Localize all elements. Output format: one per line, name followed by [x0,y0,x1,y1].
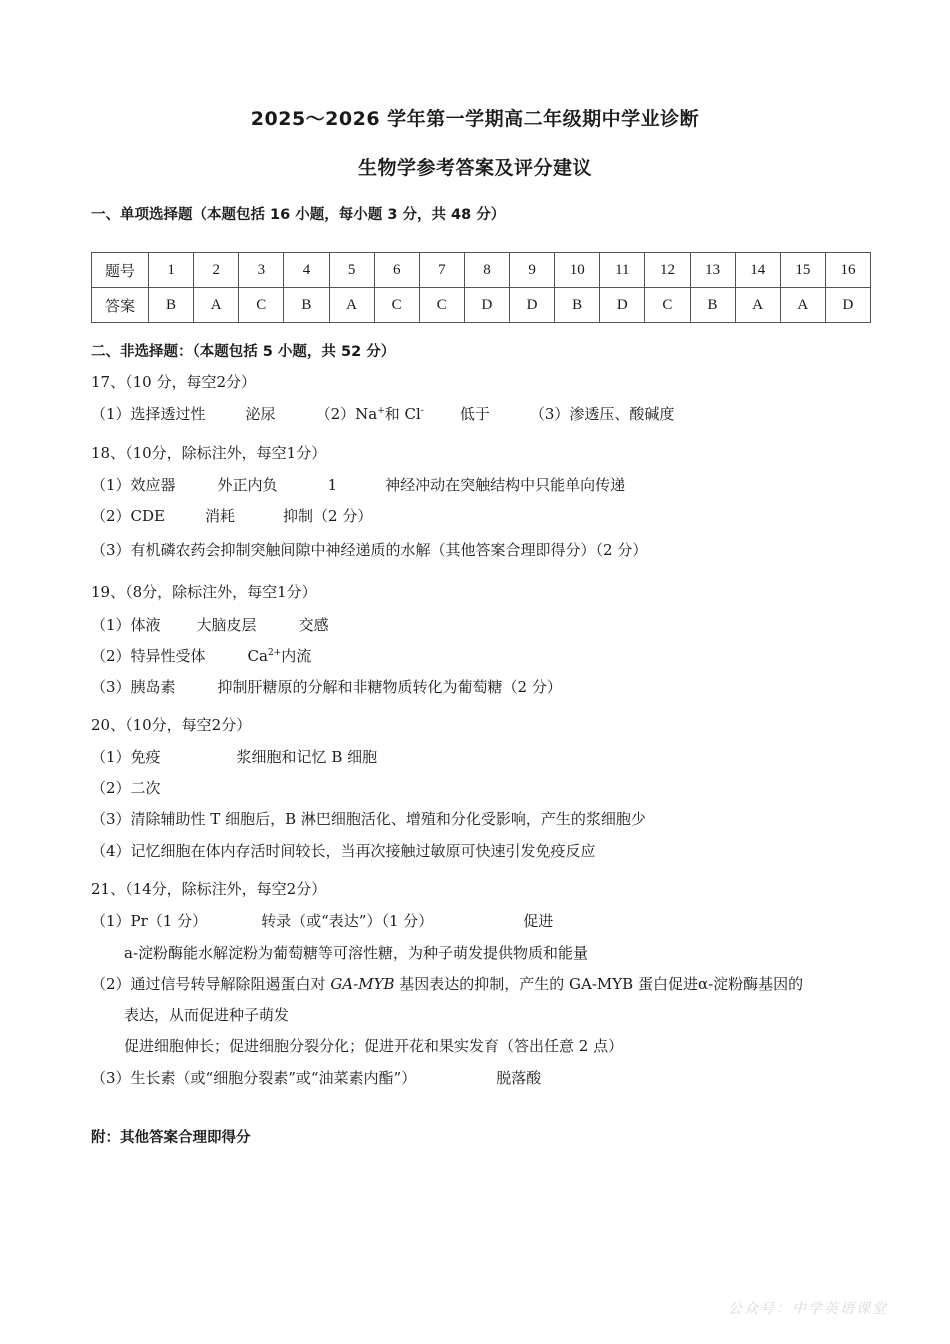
answer-text: （1）选择透过性 [91,405,206,423]
table-row-numbers [92,253,871,288]
table-cell-ans: A [735,288,780,323]
answer-text: 转录（或“表达”）（1 分） [261,912,434,930]
table-cell-ans: C [374,288,419,323]
answer-text: 交感 [298,616,329,634]
table-cell-ans: A [329,288,374,323]
table-cell-num: 16 [825,253,870,288]
answer-table [91,252,871,323]
table-cell-num: 7 [419,253,464,288]
table-header-num: 题号 [92,253,149,288]
answer-text: （1）效应器 [91,476,176,494]
table-cell-num: 1 [149,253,194,288]
table-cell-num: 9 [510,253,555,288]
table-cell-num: 15 [780,253,825,288]
superscript: + [377,406,385,416]
table-cell-ans: D [510,288,555,323]
table-header-ans: 答案 [92,288,149,323]
q18-line2 [91,505,372,526]
table-cell-ans: B [690,288,735,323]
superscript: 2+ [267,648,282,658]
answer-text: 抑制肝糖原的分解和非糖物质转化为葡萄糖（2 分） [217,678,562,696]
page-subtitle: 生物学参考答案及评分建议 [357,157,592,179]
answer-text: （2）CDE [91,507,165,525]
table-cell-num: 8 [464,253,509,288]
table-cell-num: 11 [600,253,645,288]
answer-text: 1 [327,476,338,494]
answer-text: 抑制（2 分） [283,507,373,525]
table-cell-num: 2 [194,253,239,288]
answer-text: 泌尿 [245,405,276,423]
page-title: 2025～2026 学年第一学期高二年级期中学业诊断 [250,108,700,130]
q21-line2: a-淀粉酶能水解淀粉为葡萄糖等可溶性糖，为种子萌发提供物质和能量 [124,944,589,962]
table-cell-ans: C [239,288,284,323]
q18-header: 18、（10分，除标注外，每空1分） [91,444,327,462]
answer-text: （3）生长素（或“细胞分裂素”或“油菜素内酯”） [91,1069,417,1087]
answer-text: 神经冲动在突触结构中只能单向传递 [385,476,626,494]
answer-text: 基因表达的抑制，产生的 GA-MYB 蛋白促进α-淀粉酶基因的 [394,975,804,993]
answer-text: 低于 [459,405,490,423]
q18-line1 [91,474,625,495]
table-cell-ans: D [600,288,645,323]
q21-line1 [91,910,553,931]
q17-line1 [91,403,674,424]
answer-text: （2）特异性受体 [91,647,206,665]
section1-heading: 一、单项选择题（本题包括 16 小题，每小题 3 分，共 48 分） [91,207,506,223]
table-cell-ans: A [780,288,825,323]
gene-name: GA-MYB [330,975,395,993]
table-cell-ans: C [419,288,464,323]
table-cell-num: 12 [645,253,690,288]
q20-line2: （2）二次 [91,779,161,797]
answer-text: 和 Cl [384,405,421,423]
q19-line2 [91,645,311,666]
q17-header: 17、（10 分，每空2分） [91,373,256,391]
section2-heading: 二、非选择题：（本题包括 5 小题，共 52 分） [91,344,396,360]
answer-text: 外正内负 [217,476,278,494]
q19-line1 [91,614,329,635]
table-cell-num: 4 [284,253,329,288]
superscript: - [420,406,424,416]
q21-line5: 促进细胞伸长；促进细胞分裂分化；促进开花和果实发育（答出任意 2 点） [124,1037,624,1055]
q21-line6 [91,1067,541,1088]
q20-line1 [91,746,377,767]
table-cell-ans: D [464,288,509,323]
table-cell-ans: D [825,288,870,323]
answer-text: （2）通过信号转导解除阻遏蛋白对 [91,975,331,993]
table-cell-num: 13 [690,253,735,288]
table-cell-num: 3 [239,253,284,288]
answer-text: （2）Na [315,405,378,423]
q20-line4: （4）记忆细胞在体内存活时间较长，当再次接触过敏原可快速引发免疫反应 [91,842,596,860]
answer-text: 消耗 [205,507,236,525]
q18-line3: （3）有机磷农药会抑制突触间隙中神经递质的水解（其他答案合理即得分）（2 分） [91,541,648,559]
answer-text: （3）胰岛素 [91,678,176,696]
answer-text: 大脑皮层 [196,616,257,634]
table-cell-num: 10 [555,253,600,288]
q20-line3: （3）清除辅助性 T 细胞后，B 淋巴细胞活化、增殖和分化受影响，产生的浆细胞少 [91,810,646,828]
watermark: 公众号：中学英语课堂 [728,1301,888,1317]
answer-text: （3）渗透压、酸碱度 [529,405,675,423]
answer-text: （1）体液 [91,616,161,634]
answer-text: 促进 [523,912,554,930]
answer-text: （1）Pr（1 分） [91,912,208,930]
q19-header: 19、（8分，除标注外，每空1分） [91,583,317,601]
q19-line3 [91,676,562,697]
answer-text: （1）免疫 [91,748,161,766]
table-cell-ans: A [194,288,239,323]
answer-text: Ca [247,647,268,665]
q20-header: 20、（10分，每空2分） [91,716,252,734]
table-cell-num: 6 [374,253,419,288]
table-cell-ans: B [149,288,194,323]
answer-text: 内流 [281,647,312,665]
answer-text: 浆细胞和记忆 B 细胞 [236,748,378,766]
q21-header: 21、（14分，除标注外，每空2分） [91,880,327,898]
q21-line4: 表达，从而促进种子萌发 [124,1006,290,1024]
table-row-answers [92,288,871,323]
footer-note: 附：其他答案合理即得分 [91,1130,251,1146]
table-cell-ans: B [555,288,600,323]
q21-line3 [91,973,803,994]
table-cell-num: 5 [329,253,374,288]
table-cell-num: 14 [735,253,780,288]
answer-text: 脱落酸 [496,1069,542,1087]
table-cell-ans: C [645,288,690,323]
table-cell-ans: B [284,288,329,323]
